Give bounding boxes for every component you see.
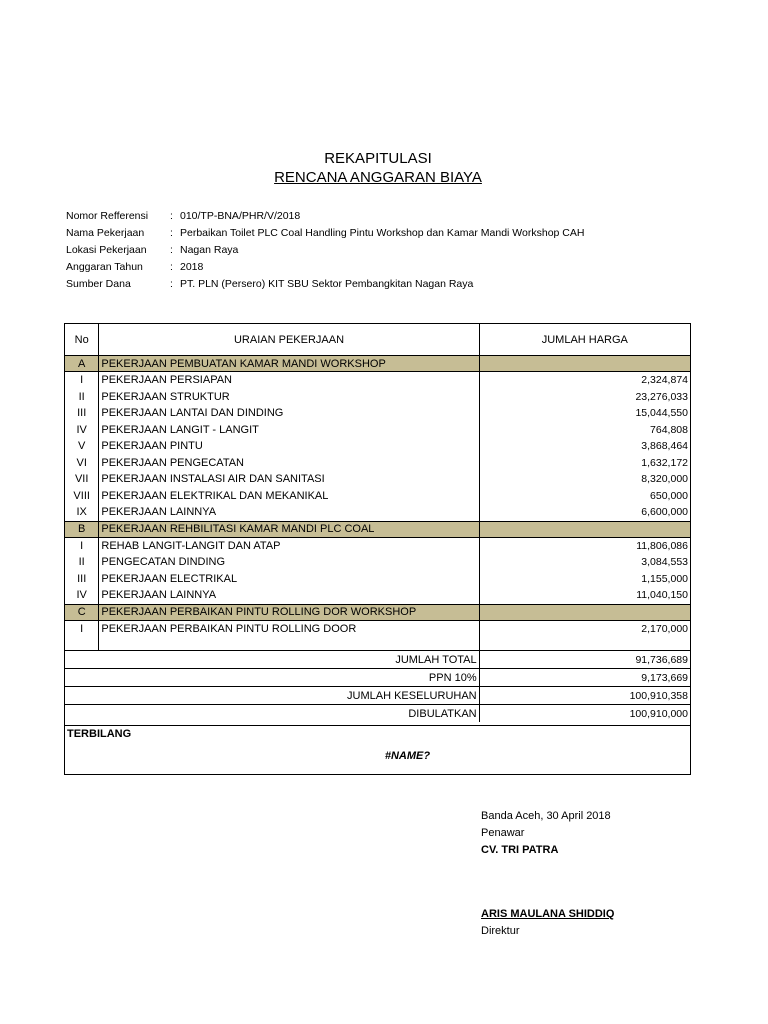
table-row: [65, 620, 691, 637]
item-description: PEKERJAAN ELEKTRIKAL DAN MEKANIKAL: [99, 488, 479, 505]
section-row-a: [65, 356, 691, 372]
summary-amount: 100,910,000: [479, 705, 690, 723]
item-amount: 15,044,550: [479, 405, 690, 422]
cost-summary-table: [64, 323, 691, 775]
item-amount: 11,040,150: [479, 587, 690, 604]
item-no: III: [65, 571, 99, 588]
table-row: [65, 587, 691, 604]
meta-label: Lokasi Pekerjaan: [66, 244, 147, 256]
item-no: IX: [65, 504, 99, 521]
table-row: [65, 405, 691, 422]
item-no: IV: [65, 587, 99, 604]
signer-role: Penawar: [481, 827, 525, 839]
header-description: URAIAN PEKERJAAN: [99, 324, 479, 356]
summary-row-ppn: [65, 669, 691, 687]
table-row: [65, 537, 691, 554]
document-title-block: [0, 148, 756, 187]
item-amount: 3,084,553: [479, 554, 690, 571]
summary-label: JUMLAH KESELURUHAN: [65, 687, 480, 705]
signer-position: Direktur: [481, 925, 520, 937]
summary-row-grand-total: [65, 687, 691, 705]
place-date: Banda Aceh, 30 April 2018: [481, 810, 611, 822]
meta-value: Perbaikan Toilet PLC Coal Handling Pintu Workshop dan Kamar Mandi Workshop CAH: [180, 227, 585, 239]
meta-row-job-name: Nama Pekerjaan : Perbaikan Toilet PLC Coal Handling Pintu Workshop dan Kamar Mandi Workshop CAH: [66, 225, 584, 242]
item-no: VI: [65, 455, 99, 472]
item-no: VII: [65, 471, 99, 488]
item-amount: 2,170,000: [479, 620, 690, 637]
meta-value: Nagan Raya: [180, 244, 239, 256]
document-subtitle: RENCANA ANGGARAN BIAYA: [274, 169, 482, 186]
item-description: PEKERJAAN STRUKTUR: [99, 389, 479, 406]
terbilang-row: [65, 726, 691, 775]
item-description: REHAB LANGIT-LANGIT DAN ATAP: [99, 537, 479, 554]
item-amount: 650,000: [479, 488, 690, 505]
item-description: PEKERJAAN INSTALASI AIR DAN SANITASI: [99, 471, 479, 488]
document-title: REKAPITULASI: [324, 150, 432, 167]
table-row: [65, 422, 691, 439]
table-row: [65, 571, 691, 588]
summary-label: DIBULATKAN: [65, 705, 480, 723]
item-no: IV: [65, 422, 99, 439]
table-header-row: [65, 324, 691, 356]
meta-value: PT. PLN (Persero) KIT SBU Sektor Pembangkitan Nagan Raya: [180, 278, 474, 290]
signer-name: ARIS MAULANA SHIDDIQ: [481, 908, 615, 920]
item-no: V: [65, 438, 99, 455]
section-no: A: [65, 356, 99, 372]
item-description: PEKERJAAN LAINNYA: [99, 504, 479, 521]
item-no: I: [65, 372, 99, 389]
item-amount: 23,276,033: [479, 389, 690, 406]
item-amount: 1,155,000: [479, 571, 690, 588]
meta-label: Nomor Refferensi: [66, 210, 149, 222]
table-row: [65, 504, 691, 521]
section-row-c: [65, 604, 691, 620]
item-no: II: [65, 389, 99, 406]
summary-amount: 100,910,358: [479, 687, 690, 705]
item-no: I: [65, 537, 99, 554]
item-description: PEKERJAAN LAINNYA: [99, 587, 479, 604]
summary-label: JUMLAH TOTAL: [65, 651, 480, 669]
section-row-b: [65, 521, 691, 537]
summary-amount: 9,173,669: [479, 669, 690, 687]
meta-value: 010/TP-BNA/PHR/V/2018: [180, 210, 301, 222]
meta-label: Anggaran Tahun: [66, 261, 143, 273]
summary-amount: 91,736,689: [479, 651, 690, 669]
item-amount: 8,320,000: [479, 471, 690, 488]
item-description: PEKERJAAN ELECTRIKAL: [99, 571, 479, 588]
section-title: PEKERJAAN REHBILITASI KAMAR MANDI PLC COAL: [99, 521, 479, 537]
item-no: II: [65, 554, 99, 571]
section-no: B: [65, 521, 99, 537]
item-description: PENGECATAN DINDING: [99, 554, 479, 571]
project-info: [66, 208, 584, 293]
summary-row-rounded: [65, 705, 691, 723]
item-description: PEKERJAAN PENGECATAN: [99, 455, 479, 472]
table-row: [65, 455, 691, 472]
item-description: PEKERJAAN PERBAIKAN PINTU ROLLING DOOR: [99, 620, 479, 637]
item-amount: 6,600,000: [479, 504, 690, 521]
item-no: III: [65, 405, 99, 422]
meta-value: 2018: [180, 261, 204, 273]
section-no: C: [65, 604, 99, 620]
item-no: I: [65, 620, 99, 637]
table-row: [65, 389, 691, 406]
table-row: [65, 471, 691, 488]
summary-label: PPN 10%: [65, 669, 480, 687]
table-row: [65, 438, 691, 455]
item-amount: 2,324,874: [479, 372, 690, 389]
item-description: PEKERJAAN LANGIT - LANGIT: [99, 422, 479, 439]
item-description: PEKERJAAN PERSIAPAN: [99, 372, 479, 389]
table-row: [65, 554, 691, 571]
header-no: No: [65, 324, 99, 356]
item-amount: 764,808: [479, 422, 690, 439]
table-row: [65, 488, 691, 505]
item-amount: 1,632,172: [479, 455, 690, 472]
meta-label: Nama Pekerjaan: [66, 227, 145, 239]
terbilang-label: TERBILANG: [67, 728, 132, 740]
item-description: PEKERJAAN PINTU: [99, 438, 479, 455]
signature-block: [481, 808, 614, 940]
meta-row-location: Lokasi Pekerjaan : Nagan Raya: [66, 242, 584, 259]
terbilang-value: #NAME?: [384, 750, 431, 762]
meta-row-year: Anggaran Tahun : 2018: [66, 259, 584, 276]
summary-row-total: [65, 651, 691, 669]
table-spacer-row: [65, 637, 691, 651]
item-no: VIII: [65, 488, 99, 505]
section-title: PEKERJAAN PERBAIKAN PINTU ROLLING DOR WORKSHOP: [99, 604, 479, 620]
item-description: PEKERJAAN LANTAI DAN DINDING: [99, 405, 479, 422]
item-amount: 11,806,086: [479, 537, 690, 554]
section-title: PEKERJAAN PEMBUATAN KAMAR MANDI WORKSHOP: [99, 356, 479, 372]
item-amount: 3,868,464: [479, 438, 690, 455]
company-name: CV. TRI PATRA: [481, 844, 559, 856]
meta-row-reference: Nomor Refferensi : 010/TP-BNA/PHR/V/2018: [66, 208, 584, 225]
meta-label: Sumber Dana: [66, 278, 131, 290]
meta-row-funding: Sumber Dana : PT. PLN (Persero) KIT SBU Sektor Pembangkitan Nagan Raya: [66, 276, 584, 293]
table-row: [65, 372, 691, 389]
header-amount: JUMLAH HARGA: [479, 324, 690, 356]
